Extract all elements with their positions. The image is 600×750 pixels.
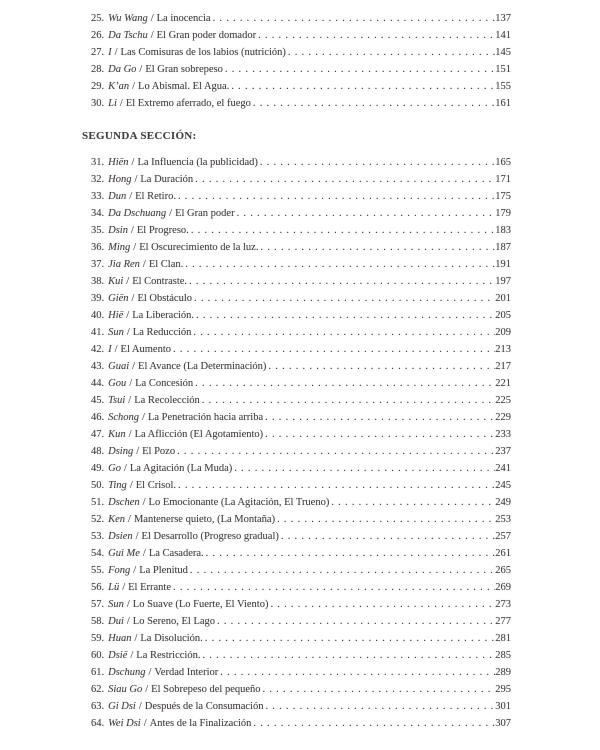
leader-dots: [235, 205, 496, 222]
entry-number: 47.: [91, 429, 105, 441]
entry-title: La Concesión: [135, 378, 194, 390]
entry-title: El Avance (La Determinación): [138, 361, 267, 373]
entry-number: 27.: [91, 47, 105, 58]
entry-number: 57.: [91, 599, 105, 611]
entry-separator: /: [128, 429, 132, 441]
entry-name: Dun: [108, 191, 127, 203]
entry-number: 50.: [91, 480, 105, 492]
leader-dots: [200, 392, 495, 409]
toc-entry: [82, 256, 511, 273]
entry-page: 261: [495, 548, 511, 560]
entry-separator: /: [129, 480, 133, 492]
toc-entry: [82, 494, 511, 511]
entry-page: 225: [495, 395, 511, 407]
entry-title: El Contraste.: [132, 276, 188, 288]
entry-title: La Penetración hacia arriba: [147, 412, 264, 424]
entry-separator: /: [145, 684, 149, 696]
entry-page: 281: [495, 633, 511, 645]
leader-dots: [189, 222, 495, 239]
leader-dots: [263, 426, 495, 443]
section-rows: [82, 10, 511, 112]
entry-number: 42.: [91, 344, 105, 356]
entry-page: 209: [495, 327, 511, 339]
entry-name: Gou: [108, 378, 127, 390]
entry-name: Da Tschu: [108, 30, 148, 41]
leader-dots: [200, 647, 495, 664]
entry-page: 295: [495, 684, 511, 696]
entry-title: Mantenerse quieto, (La Montaña): [133, 514, 276, 526]
entry-number: 33.: [91, 191, 105, 203]
leader-dots: [183, 256, 495, 273]
toc-entry: [82, 324, 511, 341]
toc-entry: [82, 341, 511, 358]
entry-title: Lo Sereno, El Lago: [132, 616, 216, 628]
entry-number: 36.: [91, 242, 105, 254]
entry-title: Antes de la Finalización: [149, 718, 252, 730]
entry-title: El Gran poder: [175, 208, 235, 220]
entry-page: 201: [495, 293, 511, 305]
entry-separator: /: [130, 225, 134, 237]
entry-title: La Agitación (La Muda): [129, 463, 233, 475]
entry-separator: /: [123, 463, 127, 475]
entry-page: 213: [495, 344, 511, 356]
entry-page: 187: [495, 242, 511, 254]
entry-page: 229: [495, 412, 511, 424]
entry-title: El Sobrepeso del pequeño: [151, 684, 261, 696]
entry-number: 43.: [91, 361, 105, 373]
entry-name: Wu Wang: [108, 13, 148, 24]
toc-entry: [82, 27, 511, 44]
toc-entry: [82, 154, 511, 171]
toc-section: [82, 128, 511, 732]
entry-separator: /: [114, 47, 118, 58]
entry-page: 205: [495, 310, 511, 322]
entry-title: Lo Abismal. El Agua.: [138, 81, 230, 92]
entry-name: K’an: [108, 81, 130, 92]
entry-title: El Gran sobrepeso: [145, 64, 223, 75]
toc-entry: [82, 44, 511, 61]
entry-name: Siau Go: [108, 684, 143, 696]
entry-number: 45.: [91, 395, 105, 407]
toc-entry: [82, 171, 511, 188]
leader-dots: [192, 290, 495, 307]
entry-separator: /: [150, 30, 154, 41]
toc-entry: [82, 409, 511, 426]
entry-page: 141: [495, 30, 511, 41]
toc-entry: [82, 511, 511, 528]
toc-entry: [82, 392, 511, 409]
entry-page: 245: [495, 480, 511, 492]
leader-dots: [268, 596, 495, 613]
entry-title: El Gran poder domador: [156, 30, 257, 41]
toc-entry: [82, 222, 511, 239]
entry-name: Dsin: [108, 225, 128, 237]
toc-entry: [82, 477, 511, 494]
entry-number: 31.: [91, 157, 105, 169]
leader-dots: [266, 358, 495, 375]
entry-number: 60.: [91, 650, 105, 662]
entry-title: El Crisol.: [135, 480, 176, 492]
entry-name: Giën: [108, 293, 129, 305]
leader-dots: [193, 375, 495, 392]
entry-number: 39.: [91, 293, 105, 305]
entry-name: Wei Dsi: [108, 718, 141, 730]
entry-number: 29.: [91, 81, 105, 92]
entry-separator: /: [131, 293, 135, 305]
entry-title: La Aflicción (El Agotamiento): [134, 429, 264, 441]
entry-page: 233: [495, 429, 511, 441]
entry-number: 48.: [91, 446, 105, 458]
toc-entry: [82, 61, 511, 78]
entry-name: Ting: [108, 480, 127, 492]
entry-page: 237: [495, 446, 511, 458]
entry-title: Lo Emocionante (La Agitación, El Trueno): [148, 497, 330, 509]
toc-entry: [82, 613, 511, 630]
entry-title: La Recolección: [134, 395, 200, 407]
entry-page: 217: [495, 361, 511, 373]
entry-name: Hië: [108, 310, 124, 322]
entry-page: 137: [495, 13, 511, 24]
entry-number: 40.: [91, 310, 105, 322]
entry-title: La Liberación.: [132, 310, 195, 322]
toc-entry: [82, 545, 511, 562]
entry-page: 191: [495, 259, 511, 271]
leader-dots: [171, 579, 495, 596]
entry-separator: /: [126, 276, 130, 288]
entry-separator: /: [132, 81, 136, 92]
entry-separator: /: [134, 633, 138, 645]
entry-page: 179: [495, 208, 511, 220]
leader-dots: [229, 78, 495, 95]
toc-entry: [82, 358, 511, 375]
entry-page: 165: [495, 157, 511, 169]
entry-separator: /: [129, 378, 133, 390]
entry-separator: /: [142, 259, 146, 271]
entry-name: Da Go: [108, 64, 137, 75]
leader-dots: [171, 341, 495, 358]
entry-separator: /: [143, 718, 147, 730]
toc-entry: [82, 460, 511, 477]
entry-separator: /: [129, 191, 133, 203]
entry-separator: /: [131, 157, 135, 169]
toc-entry: [82, 205, 511, 222]
toc-entry: [82, 290, 511, 307]
entry-separator: /: [133, 242, 137, 254]
entry-title: El Clan.: [148, 259, 184, 271]
entry-number: 56.: [91, 582, 105, 594]
entry-separator: /: [134, 174, 138, 186]
toc-entry: [82, 443, 511, 460]
toc-entry: [82, 95, 511, 112]
leader-dots: [251, 95, 495, 112]
entry-number: 58.: [91, 616, 105, 628]
entry-number: 38.: [91, 276, 105, 288]
entry-title: La Disolución.: [140, 633, 203, 645]
entry-number: 26.: [91, 30, 105, 41]
entry-page: 155: [495, 81, 511, 92]
entry-name: Hong: [108, 174, 132, 186]
toc-entry: [82, 307, 511, 324]
entry-name: Dsien: [108, 531, 133, 543]
leader-dots: [191, 324, 495, 341]
toc-section: [82, 10, 511, 112]
toc-entry: [82, 681, 511, 698]
entry-page: 301: [495, 701, 511, 713]
entry-number: 62.: [91, 684, 105, 696]
entry-name: Lü: [108, 582, 120, 594]
entry-name: Dui: [108, 616, 124, 628]
entry-separator: /: [136, 446, 140, 458]
entry-separator: /: [128, 514, 131, 526]
leader-dots: [175, 443, 495, 460]
toc-entry: [82, 375, 511, 392]
entry-page: 171: [495, 174, 511, 186]
entry-name: Jia Ren: [108, 259, 140, 271]
entry-number: 49.: [91, 463, 105, 475]
entry-page: 257: [495, 531, 511, 543]
entry-name: Hiën: [108, 157, 129, 169]
toc-entry: [82, 579, 511, 596]
entry-number: 28.: [91, 64, 105, 75]
entry-number: 59.: [91, 633, 105, 645]
entry-title: La Reducción: [132, 327, 192, 339]
entry-name: Dschung: [108, 667, 146, 679]
entry-title: Después de la Consumación: [144, 701, 264, 713]
toc-entry: [82, 239, 511, 256]
entry-name: Huan: [108, 633, 132, 645]
entry-separator: /: [119, 98, 123, 109]
entry-name: Go: [108, 463, 121, 475]
entry-page: 273: [495, 599, 511, 611]
entry-page: 161: [495, 98, 511, 109]
entry-page: 289: [495, 667, 511, 679]
entry-name: Dsing: [108, 446, 134, 458]
entry-title: Verdad Interior: [154, 667, 219, 679]
entry-title: La inocencia: [156, 13, 211, 24]
entry-title: El Extremo aferrado, el fuego: [125, 98, 251, 109]
entry-number: 25.: [91, 13, 105, 24]
leader-dots: [204, 545, 496, 562]
leader-dots: [279, 528, 495, 545]
entry-name: Dschen: [108, 497, 140, 509]
leader-dots: [286, 44, 495, 61]
leader-dots: [176, 188, 495, 205]
entry-title: La Influencia (la publicidad): [137, 157, 258, 169]
entry-title: El Errante: [128, 582, 171, 594]
leader-dots: [256, 27, 495, 44]
entry-number: 44.: [91, 378, 105, 390]
entry-separator: /: [128, 395, 132, 407]
leader-dots: [211, 10, 496, 27]
entry-number: 51.: [91, 497, 105, 509]
toc-entry: [82, 562, 511, 579]
entry-number: 54.: [91, 548, 105, 560]
entry-number: 30.: [91, 98, 105, 109]
entry-title: El Aumento: [120, 344, 172, 356]
leader-dots: [194, 307, 495, 324]
entry-name: Gi Dsi: [108, 701, 136, 713]
entry-page: 249: [495, 497, 511, 509]
entry-separator: /: [139, 64, 143, 75]
toc-entry: [82, 78, 511, 95]
leader-dots: [261, 681, 496, 698]
entry-separator: /: [142, 548, 146, 560]
toc-entry: [82, 698, 511, 715]
entry-title: La Casadera.: [148, 548, 204, 560]
entry-name: I: [108, 344, 112, 356]
entry-page: 197: [495, 276, 511, 288]
entry-separator: /: [138, 701, 142, 713]
entry-number: 46.: [91, 412, 105, 424]
entry-number: 35.: [91, 225, 105, 237]
entry-title: Lo Suave (Lo Fuerte, El Viento): [132, 599, 269, 611]
entry-page: 175: [495, 191, 511, 203]
entry-separator: /: [169, 208, 173, 220]
entry-page: 183: [495, 225, 511, 237]
entry-separator: /: [126, 616, 130, 628]
entry-name: Tsui: [108, 395, 126, 407]
entry-separator: /: [122, 582, 126, 594]
leader-dots: [275, 511, 495, 528]
toc-entry: [82, 10, 511, 27]
leader-dots: [223, 61, 495, 78]
toc-entry: [82, 596, 511, 613]
leader-dots: [215, 613, 495, 630]
entry-number: 55.: [91, 565, 105, 577]
toc-entry: [82, 664, 511, 681]
toc-page: [82, 10, 511, 732]
leader-dots: [176, 477, 495, 494]
entry-name: Li: [108, 98, 117, 109]
entry-name: Da Dschuang: [108, 208, 167, 220]
entry-title: El Oscurecimiento de la luz.: [139, 242, 259, 254]
entry-name: Schong: [108, 412, 140, 424]
entry-title: El Retiro.: [135, 191, 176, 203]
entry-separator: /: [148, 667, 152, 679]
toc-entry: [82, 273, 511, 290]
entry-separator: /: [126, 599, 130, 611]
entry-page: 253: [495, 514, 511, 526]
entry-page: 145: [495, 47, 511, 58]
entry-number: 52.: [91, 514, 105, 526]
toc-entry: [82, 647, 511, 664]
leader-dots: [329, 494, 495, 511]
leader-dots: [188, 562, 495, 579]
entry-title: La Restricción.: [136, 650, 201, 662]
entry-title: La Plenitud: [139, 565, 188, 577]
toc-entry: [82, 188, 511, 205]
section-rows: [82, 154, 511, 732]
entry-name: Kun: [108, 429, 126, 441]
entry-page: 307: [495, 718, 511, 730]
entry-page: 241: [495, 463, 511, 475]
entry-separator: /: [150, 13, 154, 24]
entry-name: Sun: [108, 327, 124, 339]
entry-separator: /: [114, 344, 118, 356]
toc-entry: [82, 528, 511, 545]
entry-number: 63.: [91, 701, 105, 713]
toc-entry: [82, 630, 511, 647]
entry-separator: /: [130, 650, 134, 662]
entry-separator: /: [142, 497, 146, 509]
entry-number: 61.: [91, 667, 105, 679]
leader-dots: [251, 715, 495, 732]
leader-dots: [193, 171, 495, 188]
entry-page: 277: [495, 616, 511, 628]
entry-name: Fong: [108, 565, 131, 577]
entry-separator: /: [132, 361, 136, 373]
entry-page: 151: [495, 64, 511, 75]
leader-dots: [203, 630, 495, 647]
entry-number: 64.: [91, 718, 105, 730]
leader-dots: [232, 460, 495, 477]
entry-name: Gui Me: [108, 548, 140, 560]
leader-dots: [218, 664, 495, 681]
entry-title: El Obstáculo: [137, 293, 192, 305]
leader-dots: [187, 273, 495, 290]
entry-name: Ming: [108, 242, 131, 254]
section-heading: SEGUNDA SECCIÓN:: [82, 130, 197, 142]
leader-dots: [258, 239, 495, 256]
leader-dots: [263, 409, 495, 426]
toc-entry: [82, 715, 511, 732]
entry-title: Las Comisuras de los labios (nutrición): [120, 47, 286, 58]
entry-number: 32.: [91, 174, 105, 186]
entry-separator: /: [133, 565, 137, 577]
entry-separator: /: [126, 310, 130, 322]
entry-page: 265: [495, 565, 511, 577]
entry-title: El Desarrollo (Progreso gradual): [141, 531, 279, 543]
entry-separator: /: [142, 412, 145, 424]
entry-name: Kui: [108, 276, 124, 288]
entry-number: 37.: [91, 259, 105, 271]
entry-page: 221: [495, 378, 511, 390]
entry-name: Dsië: [108, 650, 128, 662]
entry-number: 53.: [91, 531, 105, 543]
toc-list: [82, 10, 511, 732]
entry-separator: /: [126, 327, 130, 339]
entry-page: 269: [495, 582, 511, 594]
toc-entry: [82, 426, 511, 443]
leader-dots: [263, 698, 495, 715]
entry-title: La Duración: [140, 174, 194, 186]
entry-page: 285: [495, 650, 511, 662]
entry-name: Ken: [108, 514, 126, 526]
leader-dots: [258, 154, 495, 171]
entry-title: El Pozo: [142, 446, 176, 458]
entry-separator: /: [135, 531, 139, 543]
entry-name: Guai: [108, 361, 130, 373]
entry-name: Sun: [108, 599, 124, 611]
entry-name: I: [108, 47, 112, 58]
entry-title: El Progreso.: [136, 225, 189, 237]
entry-number: 41.: [91, 327, 105, 339]
entry-number: 34.: [91, 208, 105, 220]
